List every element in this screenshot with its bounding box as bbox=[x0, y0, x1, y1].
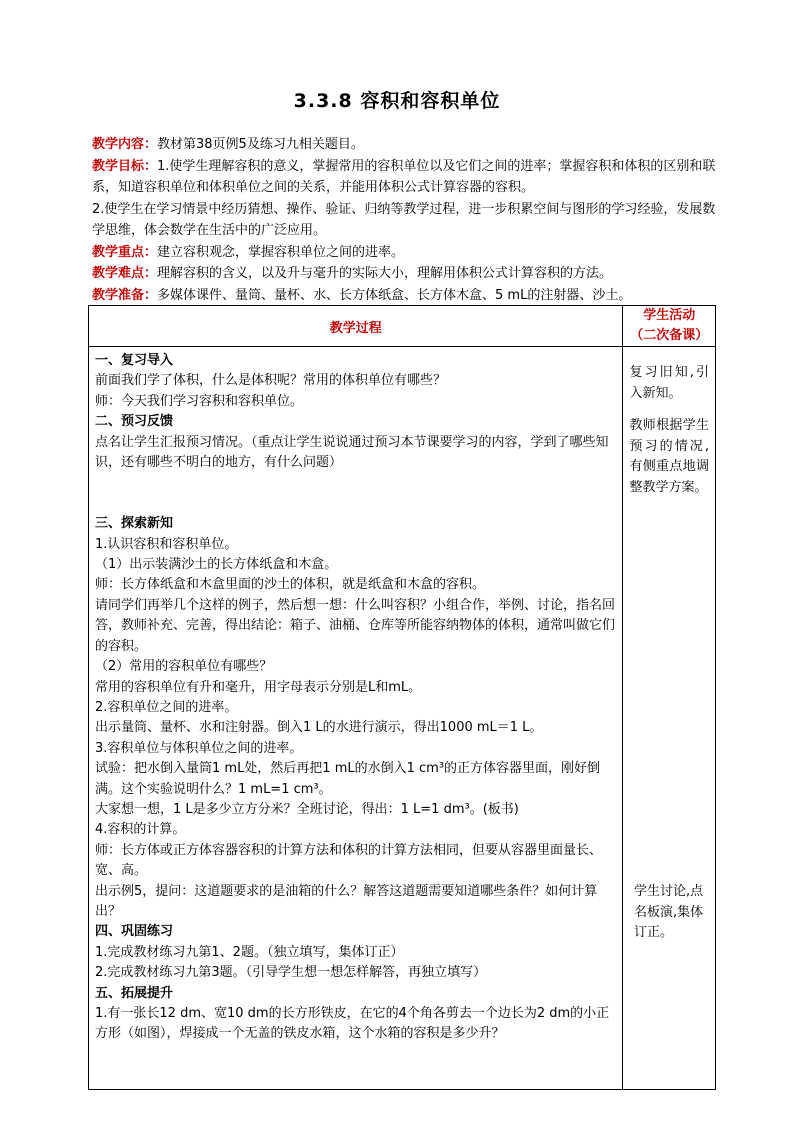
intro-text: 多媒体课件、量筒、量杯、水、长方体纸盒、长方体木盒、5 mL的注射器、沙土。 bbox=[157, 287, 632, 303]
process-line: 1.认识容积和容积单位。 bbox=[95, 536, 238, 552]
intro-line bbox=[92, 134, 716, 156]
process-line: 点名让学生汇报预习情况。（重点让学生说说通过预习本节课要学习的内容，学到了哪些知识，还有哪些不明白的地方，有什么问题） bbox=[95, 434, 609, 471]
process-line bbox=[95, 473, 616, 493]
lesson-title: 3.3.8 容积和容积单位 bbox=[293, 90, 501, 112]
intro-label: 教学难点： bbox=[92, 266, 158, 281]
process-line: 前面我们学了体积，什么是体积呢？常用的体积单位有哪些？ bbox=[95, 373, 447, 389]
intro-line bbox=[92, 242, 716, 264]
process-line: 出示例5，提问：这道题要求的是油箱的什么？解答这道题需要知道哪些条件？如何计算出？ bbox=[95, 883, 598, 919]
section-heading: 二、预习反馈 bbox=[95, 414, 174, 430]
process-line: 师：今天我们学习容积和容积单位。 bbox=[95, 393, 304, 409]
process-line: 请同学们再举几个这样的例子，然后想一想：什么叫容积？小组合作，举例、讨论，指名回答，教师补充、完善，得出结论：箱子、油桶、仓库等所能容纳物体的体积，通常叫做它们的容积。 bbox=[95, 597, 616, 654]
intro-text: 教材第38页例5及练习九相关题目。 bbox=[157, 137, 364, 152]
process-line: 3.容积单位与体积单位之间的进率。 bbox=[95, 740, 303, 756]
intro-text: 2.使学生在学习情景中经历猜想、操作、验证、归纳等教学过程，进一步积累空间与图形的学习经验，发展数学思维，体会数学在生活中的广泛应用。 bbox=[92, 201, 716, 238]
process-line: 常用的容积单位有升和毫升，用字母表示分别是L和mL。 bbox=[95, 679, 422, 695]
activity-column bbox=[623, 347, 716, 1090]
process-line: 师：长方体纸盒和木盒里面的沙土的体积，就是纸盒和木盒的容积。 bbox=[95, 577, 486, 593]
process-line: 1.完成教材练习九第1、2题。（独立填写，集体订正） bbox=[95, 944, 404, 960]
process-line: 大家想一想，1 L是多少立方分米？全班讨论，得出：1 L=1 dm³。(板书) bbox=[95, 801, 519, 817]
section-heading: 五、拓展提升 bbox=[95, 985, 174, 1001]
section-heading: 三、探索新知 bbox=[95, 516, 174, 532]
process-line: 1.有一张长12 dm、宽10 dm的长方形铁皮，在它的4个角各剪去一个边长为2 dm的小正方形（如图），焊接成一个无盖的铁皮水箱，这个水箱的容积是多少升？ bbox=[95, 1006, 610, 1042]
activity-note-discussion: 学生讨论,点名板演,集体订正。 bbox=[634, 884, 704, 941]
intro-label: 教学准备： bbox=[92, 287, 158, 303]
process-line: （1）出示装满沙土的长方体纸盒和木盒。 bbox=[95, 557, 338, 573]
intro-line bbox=[92, 285, 716, 307]
process-column bbox=[89, 347, 623, 1090]
intro-line bbox=[92, 263, 716, 285]
intro-text: 理解容积的含义，以及升与毫升的实际大小，理解用体积公式计算容积的方法。 bbox=[157, 266, 613, 281]
process-line bbox=[95, 494, 616, 514]
section-heading: 一、复习导入 bbox=[95, 353, 174, 368]
process-line: 试验：把水倒入量筒1 mL处，然后再把1 mL的水倒入1 cm³的正方体容器里面，刚好倒满。这个实验说明什么？1 mL=1 cm³。 bbox=[95, 761, 601, 797]
intro-text: 建立容积观念，掌握容积单位之间的进率。 bbox=[157, 244, 405, 260]
activity-note-preview: 教师根据学生预习的情况,有侧重点地调整教学方案。 bbox=[629, 418, 709, 495]
process-line: 师：长方体或正方体容器容积的计算方法和体积的计算方法相同，但要从容器里面量长、宽、高。 bbox=[95, 842, 603, 879]
intro-label: 教学目标： bbox=[92, 158, 158, 174]
intro-text: 1.使学生理解容积的意义，掌握常用的容积单位以及它们之间的进率；掌握容积和体积的区别和联系，知道容积单位和体积单位之间的关系，并能用体积公式计算容器的容积。 bbox=[92, 158, 716, 195]
process-line: 出示量筒、量杯、水和注射器。倒入1 L的水进行演示，得出1000 mL＝1 L。 bbox=[95, 720, 543, 736]
intro-line bbox=[92, 199, 716, 242]
section-heading: 四、巩固练习 bbox=[95, 924, 174, 940]
process-line: （2）常用的容积单位有哪些？ bbox=[95, 659, 273, 675]
process-line: 2.完成教材练习九第3题。（引导学生想一想怎样解答，再独立填写） bbox=[95, 965, 487, 981]
intro-label: 教学内容： bbox=[92, 137, 158, 152]
lesson-intro bbox=[92, 134, 716, 306]
header-process: 教学过程 bbox=[89, 306, 623, 347]
lesson-table bbox=[88, 305, 716, 1090]
intro-line bbox=[92, 156, 716, 199]
process-line: 2.容积单位之间的进率。 bbox=[95, 699, 238, 715]
header-student-activity: 学生活动 （二次备课） bbox=[623, 306, 716, 347]
intro-label: 教学重点： bbox=[92, 244, 158, 260]
process-line: 4.容积的计算。 bbox=[95, 822, 186, 838]
activity-note-review: 复习旧知,引入新知。 bbox=[629, 365, 709, 401]
